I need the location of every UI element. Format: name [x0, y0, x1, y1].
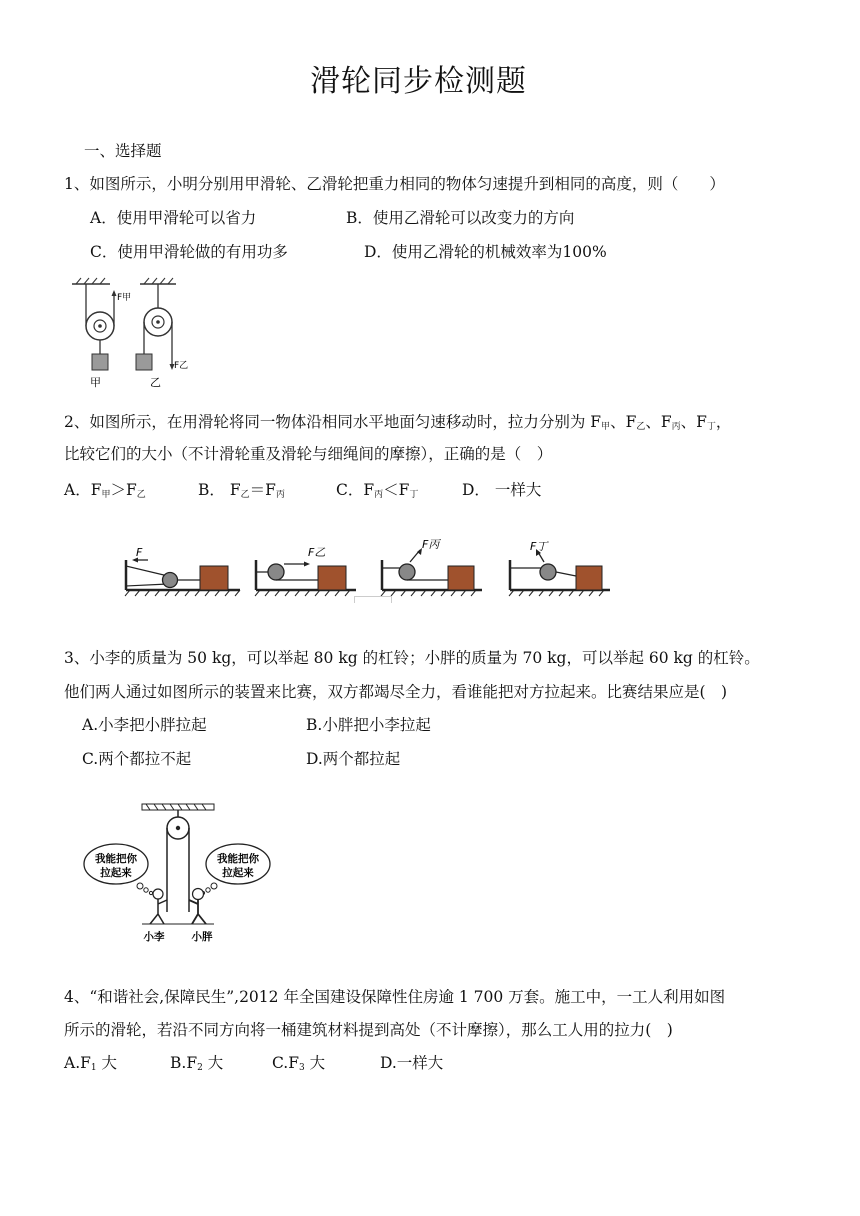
person-label-xiaoli: 小李 [143, 931, 165, 943]
question-1-option-a: A．使用甲滑轮可以省力 [90, 209, 257, 227]
question-4-option-c: $C.F_3$ 大 [272, 1054, 326, 1073]
bubble-2-line-2: 拉起来 [222, 867, 254, 879]
question-2-option-a: A．$F_甲>F_乙$ [64, 481, 146, 500]
person-label-xiaopang: 小胖 [191, 931, 213, 943]
pulley-setup-2 [255, 546, 356, 596]
question-2-option-b: B． $F_乙=F_丙$ [198, 481, 285, 500]
bubble-2-line-1: 我能把你 [217, 853, 259, 865]
question-3-option-a: A.小李把小胖拉起 [82, 716, 207, 734]
question-4-line-1: 4、“和谐社会,保障民生”,2012 年全国建设保障性住房逾 1 700 万套。施工中，一工人利用如图 [64, 988, 726, 1006]
question-2-figure [120, 538, 615, 604]
question-4-line-2: 所示的滑轮，若沿不同方向将一桶建筑材料提到高处（不计摩擦），那么工人用的拉力( ) [64, 1021, 673, 1039]
question-2-line-1: 2、如图所示，在用滑轮将同一物体沿相同水平地面匀速移动时，拉力分别为 $F_甲$、$F_乙$、$F_丙$、$F_丁$， [64, 413, 732, 432]
question-1-figure [64, 278, 189, 392]
page-title: 滑轮同步检测题 [310, 64, 527, 99]
question-1-option-d: D．使用乙滑轮的机械效率为100% [364, 243, 607, 261]
question-3-option-d: D.两个都拉起 [306, 750, 401, 768]
question-2-option-d: D． 一样大 [462, 481, 542, 499]
question-3-option-b: B.小胖把小李拉起 [306, 716, 431, 734]
bubble-1-line-1: 我能把你 [95, 853, 137, 865]
bubble-1-line-2: 拉起来 [100, 867, 132, 879]
question-3-option-c: C.两个都拉不起 [82, 750, 192, 768]
force-label-3: F丙 [422, 538, 440, 551]
question-3-figure [78, 800, 278, 946]
pulley-label-jia: 甲 [90, 376, 101, 389]
force-label-2: F乙 [308, 546, 326, 559]
section-heading: 一、选择题 [84, 142, 162, 160]
force-label-4: F丁 [530, 540, 548, 553]
pulley-setup-1 [125, 546, 240, 596]
force-label-1: F [136, 546, 143, 559]
force-label-yi: F乙 [174, 361, 189, 371]
question-1-option-c: C．使用甲滑轮做的有用功多 [90, 243, 288, 261]
question-1-option-b: B．使用乙滑轮可以改变力的方向 [346, 209, 575, 227]
question-4-option-d: D.一样大 [380, 1054, 444, 1072]
question-4-option-b: $B.F_2$ 大 [170, 1054, 224, 1073]
question-1-stem: 1、如图所示，小明分别用甲滑轮、乙滑轮把重力相同的物体匀速提升到相同的高度，则（ ） [64, 175, 725, 193]
question-3-line-1: 3、小李的质量为 50 kg，可以举起 80 kg 的杠铃；小胖的质量为 70 kg，可以举起 60 kg 的杠铃。 [64, 649, 760, 667]
question-2-option-c: C．$F_丙<F_丁$ [336, 481, 419, 500]
question-2-line-2: 比较它们的大小（不计滑轮重及滑轮与细绳间的摩擦），正确的是（ ） [64, 445, 553, 463]
pulley-label-yi: 乙 [150, 376, 161, 389]
pulley-setup-3 [381, 538, 482, 596]
force-label-jia: F甲 [117, 293, 132, 303]
pulley-setup-4 [509, 540, 610, 596]
question-4-option-a: $A.F_1$ 大 [64, 1054, 118, 1073]
figure-divider-mark [354, 596, 392, 603]
question-3-line-2: 他们两人通过如图所示的装置来比赛，双方都竭尽全力，看谁能把对方拉起来。比赛结果应是( ) [64, 683, 728, 701]
